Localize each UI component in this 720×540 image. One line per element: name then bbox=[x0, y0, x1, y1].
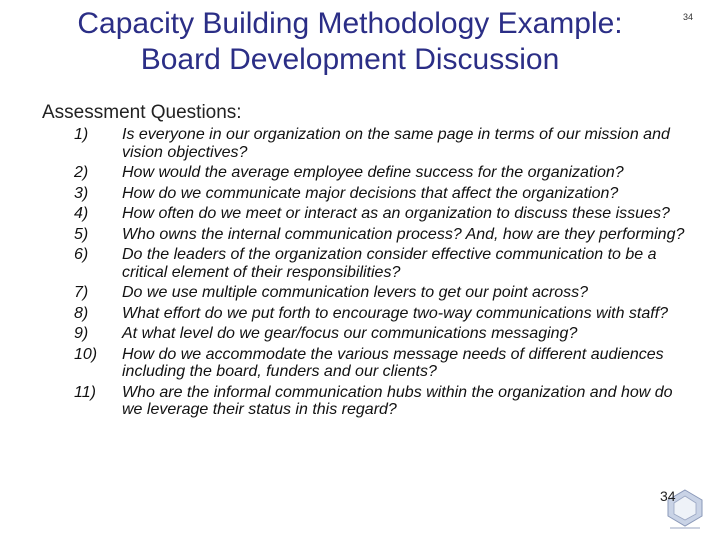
question-text: Who are the informal communication hubs within the organization and how do we leverage their status in this regard? bbox=[122, 383, 673, 418]
assessment-subtitle: Assessment Questions: bbox=[42, 102, 242, 123]
question-number: 4) bbox=[74, 205, 89, 222]
question-number: 8) bbox=[74, 304, 89, 322]
slide-title bbox=[40, 6, 660, 78]
question-number: 6) bbox=[74, 246, 89, 263]
question-item bbox=[74, 164, 689, 182]
question-item bbox=[74, 346, 689, 381]
question-text: What effort do we put forth to encourage two-way communications with staff? bbox=[122, 304, 669, 322]
question-item bbox=[74, 284, 689, 302]
question-number: 10) bbox=[74, 345, 98, 363]
question-number: 1) bbox=[74, 126, 89, 143]
question-text: How do we communicate major decisions that affect the organization? bbox=[122, 184, 619, 202]
question-number: 7) bbox=[74, 284, 89, 301]
question-item bbox=[74, 185, 689, 203]
question-text: How often do we meet or interact as an organization to discuss these issues? bbox=[122, 205, 670, 222]
question-text: How do we accommodate the various message needs of different audiences including the board, funders and our clients? bbox=[122, 345, 664, 380]
question-item bbox=[74, 226, 689, 244]
title-line-2: Board Development Discussion bbox=[140, 43, 560, 76]
question-number: 2) bbox=[74, 164, 89, 181]
question-text: How would the average employee define success for the organization? bbox=[122, 164, 624, 181]
question-number: 3) bbox=[74, 184, 89, 202]
question-list bbox=[74, 126, 689, 422]
question-text: Do the leaders of the organization consider effective communication to be a critical element of their responsibilities? bbox=[122, 246, 657, 281]
question-number: 11) bbox=[74, 383, 96, 401]
slide-number-top: 34 bbox=[683, 12, 694, 22]
question-text: Do we use multiple communication levers to get our point across? bbox=[122, 284, 588, 301]
question-item bbox=[74, 384, 689, 419]
question-text: Is everyone in our organization on the same page in terms of our mission and vision objectives? bbox=[122, 126, 670, 161]
question-item bbox=[74, 126, 689, 161]
question-item bbox=[74, 325, 689, 343]
question-text: Who owns the internal communication process? And, how are they performing? bbox=[122, 225, 685, 243]
question-item bbox=[74, 205, 689, 223]
question-text: At what level do we gear/focus our communications messaging? bbox=[122, 325, 578, 342]
question-number: 9) bbox=[74, 325, 89, 342]
question-item bbox=[74, 305, 689, 323]
slide-number-bottom: 34 bbox=[660, 488, 676, 504]
question-number: 5) bbox=[74, 225, 89, 243]
title-line-1: Capacity Building Methodology Example: bbox=[77, 7, 623, 40]
question-item bbox=[74, 246, 689, 281]
